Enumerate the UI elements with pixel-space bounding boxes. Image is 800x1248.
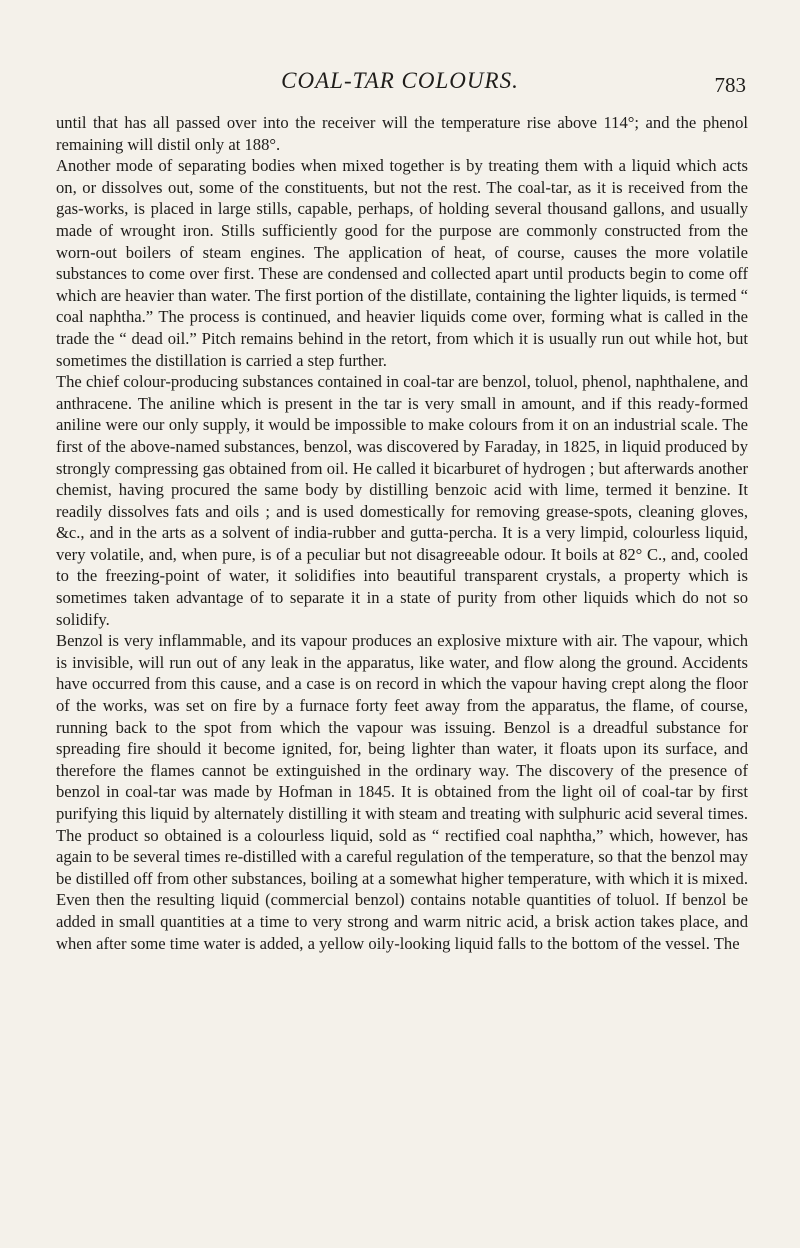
running-title: COAL-TAR COLOURS.: [281, 68, 519, 93]
paragraph: The chief colour-producing substances contained in coal-tar are benzol, toluol, phenol, naphthalene, and anthracene. The aniline which is present in the tar is very small in amount, and if this ready-formed aniline were our only supply, it would be impossible to make colours from it on an industrial scale. The first of the above-named substances, benzol, was discovered by Faraday, in 1825, in liquid produced by strongly compressing gas obtained from oil. He called it bicarburet of hydrogen ; but afterwards another chemist, having procured the same body by distilling benzoic acid with lime, termed it benzine. It readily dissolves fats and oils ; and is used domestically for removing grease-spots, cleaning gloves, &c., and in the arts as a solvent of india-rubber and gutta-percha. It is a very limpid, colourless liquid, very volatile, and, when pure, is of a peculiar but not disagreeable odour. It boils at 82° C., and, cooled to the freezing-point of water, it solidifies into beautiful transparent crystals, a property which is sometimes taken advantage of to separate it in a state of purity from other liquids which do not so solidify.: [56, 372, 748, 629]
paragraph: until that has all passed over into the receiver will the temperature rise above 114°; and the phenol remaining will distil only at 188°.: [56, 113, 748, 154]
paragraph: Benzol is very inflammable, and its vapour produces an explosive mixture with air. The vapour, which is invisible, will run out of any leak in the apparatus, like water, and flow along the ground. Accidents have occurred from this cause, and a case is on record in which the vapour having crept along the floor of the works, was set on fire by a furnace forty feet away from the apparatus, the flame, of course, running back to the spot from which the vapour was issuing. Benzol is a dreadful substance for spreading fire should it become ignited, for, being lighter than water, it floats upon its surface, and therefore the flames cannot be extinguished in the ordinary way. The discovery of the presence of benzol in coal-tar was made by Hofman in 1845. It is obtained from the light oil of coal-tar by first purifying this liquid by alternately distilling it with steam and treating with sulphuric acid several times. The product so obtained is a colourless liquid, sold as “ rectified coal naphtha,” which, however, has again to be several times re-distilled with a careful regulation of the temperature, so that the benzol may be distilled off from other substances, boiling at a somewhat higher temperature, with which it is mixed. Even then the resulting liquid (commercial benzol) contains notable quantities of toluol. If benzol be added in small quantities at a time to very strong and warm nitric acid, a brisk action takes place, and when after some time water is added, a yellow oily-looking liquid falls to the bottom of the vessel. The: [56, 631, 748, 953]
body-text: [56, 112, 748, 954]
page-number: 783: [714, 73, 746, 97]
paragraph: Another mode of separating bodies when mixed together is by treating them with a liquid which acts on, or dissolves out, some of the constituents, but not the rest. The coal-tar, as it is received from the gas-works, is placed in large stills, capable, perhaps, of holding several thousand gallons, and usually made of wrought iron. Stills sufficiently good for the purpose are commonly constructed from the worn-out boilers of steam engines. The application of heat, of course, causes the more volatile substances to come over first. These are condensed and collected apart until products begin to come off which are heavier than water. The first portion of the distillate, containing the lighter liquids, is termed “ coal naphtha.” The process is continued, and heavier liquids come over, forming what is called in the trade the “ dead oil.” Pitch remains behind in the retort, from which it is usually run out while hot, but sometimes the distillation is carried a step further.: [56, 156, 748, 370]
page-header: [0, 68, 800, 108]
